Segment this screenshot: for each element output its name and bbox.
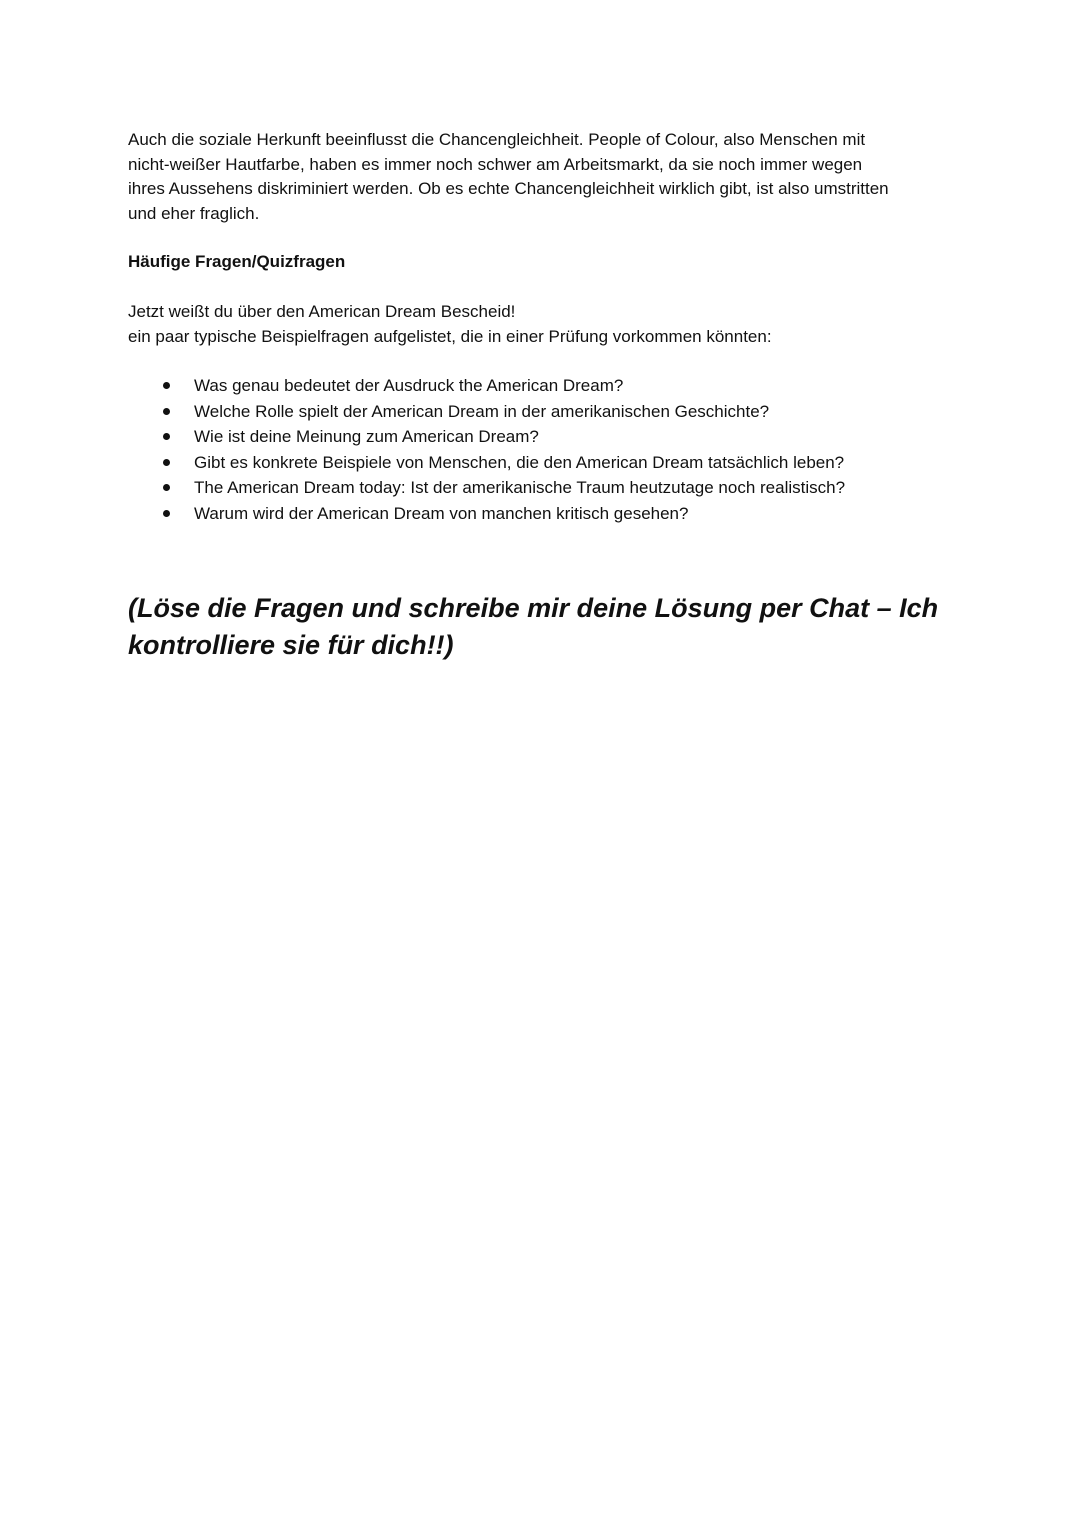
list-item (128, 450, 958, 476)
question-text: Gibt es konkrete Beispiele von Menschen, die den American Dream tatsächlich leben? (194, 452, 845, 472)
paragraph-line: nicht-weißer Hautfarbe, haben es immer noch schwer am Arbeitsmarkt, da sie noch immer wegen (128, 154, 863, 174)
question-text: Warum wird der American Dream von manchen kritisch gesehen? (194, 503, 689, 523)
question-text: Wie ist deine Meinung zum American Dream? (194, 427, 539, 446)
paragraph-line: und eher fraglich. (128, 203, 260, 223)
bullet-icon (163, 459, 170, 466)
question-text: The American Dream today: Ist der amerikanische Traum heutzutage noch realistisch? (194, 478, 846, 497)
bullet-icon (163, 484, 170, 491)
intro-line: Jetzt weißt du über den American Dream Bescheid! (128, 302, 516, 321)
section-heading: Häufige Fragen/Quizfragen (128, 252, 346, 271)
list-item (128, 424, 958, 450)
callout-line: kontrolliere sie für dich!!) (128, 630, 454, 660)
section-intro (128, 300, 958, 349)
callout-note (128, 590, 958, 664)
paragraph-line: ihres Aussehens diskriminiert werden. Ob es echte Chancengleichheit wirklich gibt, ist also umstritten (128, 179, 889, 198)
list-item (128, 373, 958, 399)
document-page (128, 128, 958, 660)
list-item (128, 475, 958, 501)
intro-line: ein paar typische Beispielfragen aufgelistet, die in einer Prüfung vorkommen könnten: (128, 326, 772, 346)
bullet-icon (163, 382, 170, 389)
question-text: Was genau bedeutet der Ausdruck the American Dream? (194, 376, 624, 395)
question-list (128, 373, 958, 526)
paragraph-line: Auch die soziale Herkunft beeinflusst die Chancengleichheit. People of Colour, also Menschen mit (128, 130, 866, 149)
bullet-icon (163, 408, 170, 415)
list-item (128, 399, 958, 425)
callout-line: (Löse die Fragen und schreibe mir deine Lösung per Chat – Ich (128, 593, 939, 623)
list-item (128, 501, 958, 527)
question-text: Welche Rolle spielt der American Dream in der amerikanischen Geschichte? (194, 401, 770, 421)
bullet-icon (163, 510, 170, 517)
body-paragraph (128, 128, 958, 226)
bullet-icon (163, 433, 170, 440)
